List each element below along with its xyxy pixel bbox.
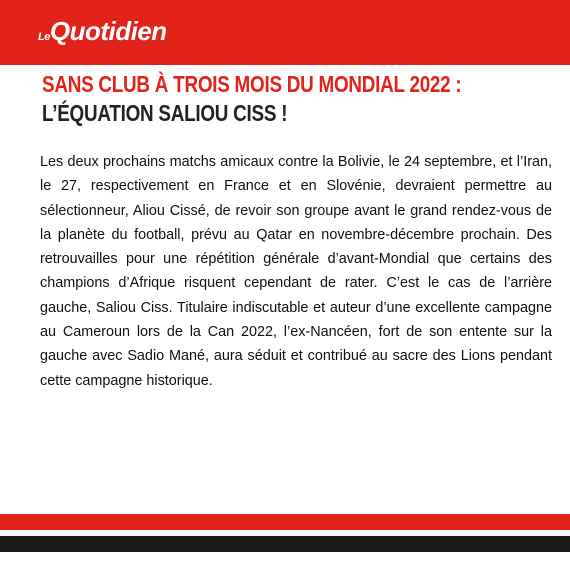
logo-prefix: Le xyxy=(38,31,50,43)
footer-black-stripe xyxy=(0,536,570,552)
newspaper-logo xyxy=(38,18,167,44)
logo-name: Quotidien xyxy=(49,16,167,46)
headline xyxy=(38,65,538,133)
article-body: Les deux prochains matchs amicaux contre la Bolivie, le 24 septembre, et l’Iran, le 27, respectivement en France et en Slovénie, devraient permettre au sélectionneur, Aliou Cissé, de revoir son groupe avant le grand rendez-vous de la planète du football, prévu au Qatar en novembre-décembre prochain. Des retrouvailles pour une répétition générale d’avant-Mondial que certains des champions d’Afrique risquent cependant de rater. C’est le cas de l’arrière gauche, Saliou Ciss. Titulaire indiscutable et auteur d’une excellente campagne au Cameroun lors de la Can 2022, l’ex-Nancéen, fort de son entente sur la gauche avec Sadio Mané, aura séduit et contribué au sacre des Lions pendant cette campagne historique. xyxy=(40,154,552,389)
footer-red-stripe xyxy=(0,514,570,530)
headline-line-1: SANS CLUB À TROIS MOIS DU MONDIAL 2022 : xyxy=(42,71,462,97)
headline-line-2: L’ÉQUATION SALIOU CISS ! xyxy=(42,100,288,126)
